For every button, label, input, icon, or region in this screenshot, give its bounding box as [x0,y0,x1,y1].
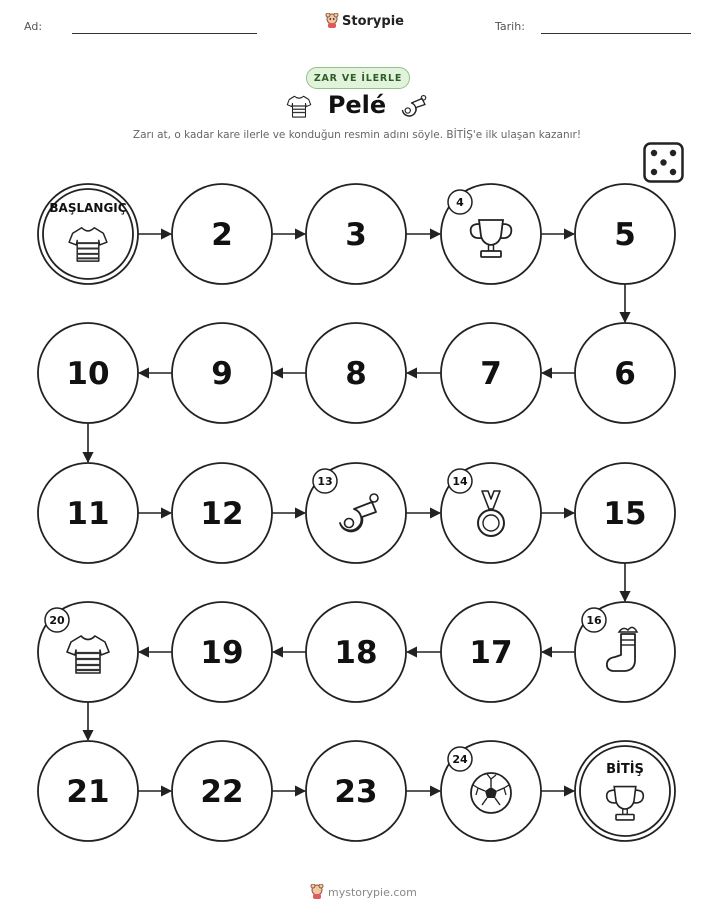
board-cell-3 [306,184,406,284]
cell-number: 21 [66,774,110,810]
cell-number: 13 [317,475,333,488]
cell-number: 2 [211,217,233,253]
board-cell-19 [172,602,272,702]
board-cell-10 [38,323,138,423]
cell-number: 6 [614,356,636,392]
board-cell-23 [306,741,406,841]
cell-number: 22 [200,774,244,810]
name-label: Ad: [24,20,43,33]
board-cell-24 [441,741,541,841]
board-cell-22 [172,741,272,841]
board-cell-2 [172,184,272,284]
instructions: Zarı at, o kadar kare ilerle ve konduğun resmin adını söyle. BİTİŞ'e ilk ulaşan kazanır! [132,129,582,141]
page-title: Pelé [327,91,387,119]
cell-number: 8 [345,356,367,392]
board-cell-16 [575,602,675,702]
footer [310,884,417,900]
board-cell-7 [441,323,541,423]
board-cell-11 [38,463,138,563]
cell-number: 4 [456,196,464,209]
board-cell-20 [38,602,138,702]
cell-number: 23 [334,774,378,810]
cell-number: 14 [452,475,468,488]
cell-number: 12 [200,496,244,532]
activity-badge: ZAR VE İLERLE [306,67,410,89]
board-cell-5 [575,184,675,284]
board-cell-18 [306,602,406,702]
footer-url[interactable]: mystorypie.com [328,885,417,899]
board-cell-1 [38,184,138,284]
board-cell-14 [441,463,541,563]
board-cell-17 [441,602,541,702]
cell-number: 3 [345,217,367,253]
cell-number: 5 [614,217,636,253]
soccer-ball-icon [471,773,511,813]
cell-number: 10 [66,356,110,392]
board-cell-12 [172,463,272,563]
cell-number: 18 [334,635,378,671]
cell-number: 17 [469,635,513,671]
cell-number: 7 [480,356,502,392]
cell-number: 16 [586,614,602,627]
board-cell-4 [441,184,541,284]
board-cell-25 [575,741,675,841]
brand-name: Storypie [342,13,404,29]
cell-number: 24 [452,753,468,766]
cell-number: 9 [211,356,233,392]
board-cell-13 [306,463,406,563]
board-cell-9 [172,323,272,423]
board-cell-6 [575,323,675,423]
date-label: Tarih: [495,20,525,33]
finish-label: BİTİŞ [606,762,644,777]
board-cell-8 [306,323,406,423]
board-cells [38,184,675,841]
cell-number: 15 [603,496,647,532]
cell-number: 11 [66,496,110,532]
start-label: BAŞLANGIÇ [49,201,127,215]
board-cell-15 [575,463,675,563]
mascot-icon [310,884,324,900]
cell-number: 20 [49,614,65,627]
board-cell-21 [38,741,138,841]
cell-number: 19 [200,635,244,671]
